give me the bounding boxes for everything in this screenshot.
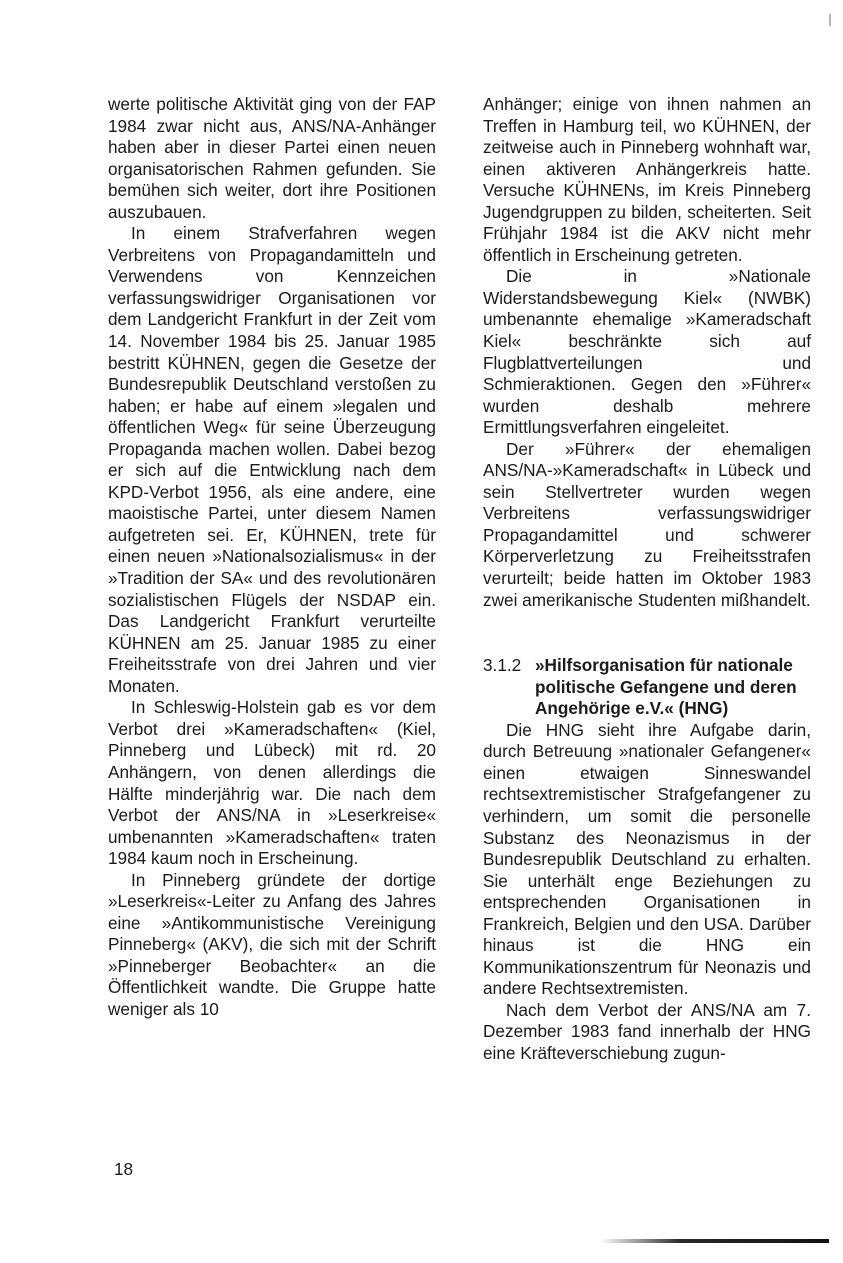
section-title: »Hilfsorganisation für nationale politische Gefangene und deren Angehörige e.V.« (HNG) [535, 655, 797, 719]
section-number: 3.1.2 [483, 655, 522, 676]
left-column [108, 94, 436, 1021]
paragraph: Der »Führer« der ehemaligen ANS/NA-»Kameradschaft« in Lübeck und sein Stellvertreter wurden wegen Verbreitens verfassungswidriger Propagandamittel und schwerer Körperverletzung zu Freiheitsstrafen verurteilt; beide hatten im Oktober 1983 zwei amerikanische Studenten mißhandelt. [483, 438, 811, 610]
scan-edge-line [600, 1239, 829, 1243]
paragraph: In einem Strafverfahren wegen Verbreitens von Propagandamitteln und Verwendens von Kennzeichen verfassungswidriger Organisationen vor dem Landgericht Frankfurt in der Zeit vom 14. November 1984 bis 25. Januar 1985 bestritt KÜHNEN, gegen die Gesetze der Bundesrepublik Deutschland verstoßen zu haben; er habe auf einem »legalen und öffentlichen Weg« für seine Überzeugung Propaganda machen wollen. Dabei bezog er sich auf die Entwicklung nach dem KPD-Verbot 1956, als eine andere, eine maoistische Partei, unter diesem Namen aufgetreten sei. Er, KÜHNEN, trete für einen neuen »Nationalsozialismus« in der »Tradition der SA« und des revolutionären sozialistischen Flügels der NSDAP ein. Das Landgericht Frankfurt verurteilte KÜHNEN am 25. Januar 1985 zu einer Freiheitsstrafe von drei Jahren und vier Monaten. [108, 223, 436, 696]
scan-mark [829, 14, 831, 26]
paragraph: In Schleswig-Holstein gab es vor dem Verbot drei »Kameradschaften« (Kiel, Pinneberg und Lübeck) mit rd. 20 Anhängern, von denen allerdings die Hälfte minderjährig war. Die nach dem Verbot der ANS/NA in »Leserkreise« umbenannten »Kameradschaften« traten 1984 kaum noch in Erscheinung. [108, 697, 436, 869]
paragraph: Nach dem Verbot der ANS/NA am 7. Dezember 1983 fand innerhalb der HNG eine Kräfteverschiebung zugun- [483, 999, 811, 1063]
right-column [483, 94, 811, 1065]
paragraph: werte politische Aktivität ging von der FAP 1984 zwar nicht aus, ANS/NA-Anhänger haben aber in dieser Partei einen neuen organisatorischen Rahmen gefunden. Sie bemühen sich weiter, dort ihre Positionen auszubauen. [108, 94, 436, 222]
section-heading [483, 655, 811, 720]
page-number: 18 [114, 1159, 134, 1179]
paragraph: Die in »Nationale Widerstandsbewegung Kiel« (NWBK) umbenannte ehemalige »Kameradschaft Kiel« beschränkte sich auf Flugblattverteilungen und Schmieraktionen. Gegen den »Führer« wurden deshalb mehrere Ermittlungsverfahren eingeleitet. [483, 266, 811, 438]
paragraph: Anhänger; einige von ihnen nahmen an Treffen in Hamburg teil, wo KÜHNEN, der zeitweise auch in Pinneberg wohnhaft war, einen aktiveren Anhängerkreis hatte. Versuche KÜHNENs, im Kreis Pinneberg Jugendgruppen zu bilden, scheiterten. Seit Frühjahr 1984 ist die AKV nicht mehr öffentlich in Erscheinung getreten. [483, 94, 811, 265]
paragraph: In Pinneberg gründete der dortige »Leserkreis«-Leiter zu Anfang des Jahres eine »Antikommunistische Vereinigung Pinneberg« (AKV), die sich mit der Schrift »Pinneberger Beobachter« an die Öffentlichkeit wandte. Die Gruppe hatte weniger als 10 [108, 869, 436, 1019]
paragraph: Die HNG sieht ihre Aufgabe darin, durch Betreuung »nationaler Gefangener« einen etwaigen Sinneswandel rechtsextremistischer Strafgefangener zu verhindern, um somit die personelle Substanz des Neonazismus in der Bundesrepublik Deutschland zu erhalten. Sie unterhält enge Beziehungen zu entsprechenden Organisationen in Frankreich, Belgien und den USA. Darüber hinaus ist die HNG ein Kommunikationszentrum für Neonazis und andere Rechtsextremisten. [483, 719, 811, 999]
